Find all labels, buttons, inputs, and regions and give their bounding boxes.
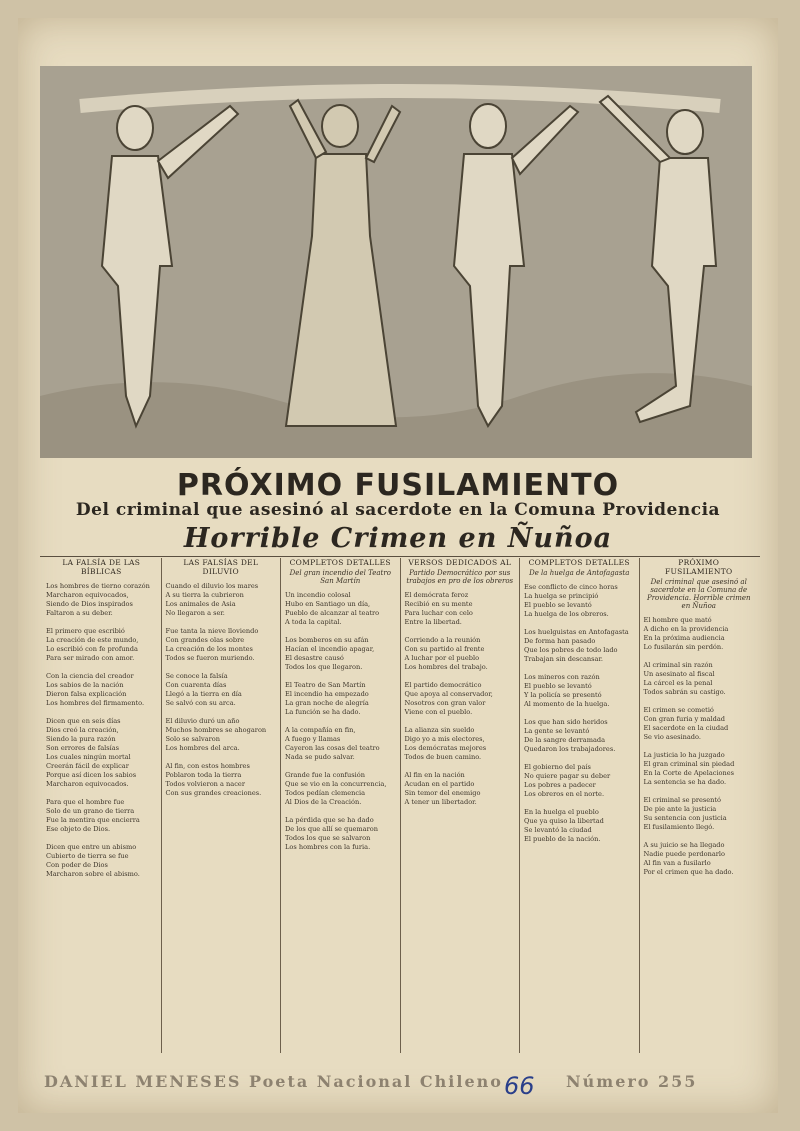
column-subheading: Partido Democrático por sus trabajos en pro de los obreros (406, 569, 514, 585)
headline-subtitle: Del criminal que asesinó al sacerdote en la Comuna Providencia (75, 500, 721, 520)
column-verses: Ese conflicto de cinco horas La huelga se principió El pueblo se levantó La huelga de los obreros. Los huelguistas en Antofagasta De forma han pasado Que los pobres de todo lado Trabajan sin descansar. Los mineros con razón El pueblo se levantó Y la policía se presentó Al momento de la huelga. Los que han sido heridos La gente se levantó De la sangre derramada Quedaron los trabajadores. El gobierno del país No quiere pagar su deber Los pobres a padecer Los obreros en el norte. En la huelga el pueblo Que ya quiso la libertad Se levantó la ciudad El pueblo de la nación. (524, 583, 629, 843)
printer-footer (18, 1068, 778, 1098)
column-subheading: Del criminal que asesinó al sacerdote en la Comuna de Providencia. Horrible crimen en Ñuñoa (646, 578, 751, 610)
woodcut-illustration (40, 66, 752, 458)
column-heading: COMPLETOS DETALLES (528, 558, 630, 567)
column-3 (281, 558, 401, 1053)
column-6 (640, 558, 759, 1053)
broadside-page (18, 18, 778, 1113)
column-verses: Cuando el diluvio los mares A su tierra la cubrieron Los animales de Asia No llegaron a ser. Fue tanta la nieve lloviendo Con grandes olas sobre La creación de los montes Todos se fueron muriendo. Se conoce la falsía Con cuarenta días Llegó a la tierra en día Se salvó con su arca. El diluvio duró un año Muchos hombres se ahogaron Solo se salvaron Los hombres del arca. Al fin, con estos hombres Poblaron toda la tierra Todos volvieron a nacer Con sus grandes creaciones. (165, 582, 267, 797)
column-heading: LA FALSÍA DE LAS BÍBLICAS (62, 558, 141, 576)
column-verses: El demócrata feroz Recibió en su mente Para luchar con celo Entre la libertad. Corriendo a la reunión Con su partido al frente A luchar por el pueblo Los hombres del trabajo. El partido democrático Que apoya al conservador, Nosotros con gran valor Viene con el pueblo. La alianza sin sueldo Digo yo a mis electores, Los demócratas mejores Todos de buen camino. Al fin en la nación Acudan en el partido Sin temor del enemigo A tener un libertador. (404, 591, 493, 806)
issue-number: Número 255 (566, 1072, 698, 1091)
column-verses: Los hombres de tierno corazón Marcharon equivocados, Siendo de Dios inspirados Faltaron a su deber. El primero que escribió La creación de este mundo, Lo escribió con fe profunda Para ser mirado con amor. Con la ciencia del creador Los sabios de la nación Dieron falsa explicación Los hombres del firmamento. Dicen que en seis días Dios creó la creación, Siendo la pura razón Son errores de falsías Los cuales ningún mortal Creerán fácil de explicar Porque así dicen los sabios Marcharon equivocados. Para que el hombre fue Solo de un grano de tierra Fue la mentira que encierra Ese objeto de Dios. Dicen que entre un abismo Cubierto de tierra se fue Con poder de Dios Marcharon sobre el abismo. (46, 582, 150, 878)
column-heading: COMPLETOS DETALLES (289, 558, 391, 567)
column-top-rule (40, 556, 760, 557)
handwritten-number: 66 (504, 1072, 535, 1100)
column-2 (162, 558, 282, 1053)
column-verses: El hombre que mató A dicho en la providencia En la próxima audiencia Lo fusilarán sin perdón. Al criminal sin razón Un asesinato al fiscal La cárcel es la penal Todos sabrán su castigo. El crimen se cometió Con gran furia y maldad El sacerdote en la ciudad Se vio asesinado. La justicia lo ha juzgado El gran criminal sin piedad En la Corte de Apelaciones La sentencia se ha dado. El criminal se presentó De pie ante la justicia Su sentencia con justicia El fusilamiento llegó. A su juicio se ha llegado Nadie puede perdonarlo Al fin van a fusilarlo Por el crimen que ha dado. (643, 616, 735, 876)
printer-name: DANIEL MENESES Poeta Nacional Chileno (44, 1072, 503, 1091)
column-heading: LAS FALSÍAS DEL DILUVIO (183, 558, 259, 576)
column-4 (401, 558, 521, 1053)
column-heading: VERSOS DEDICADOS AL (408, 558, 512, 567)
column-5 (520, 558, 640, 1053)
headline-crime: Horrible Crimen en Ñuñoa (183, 523, 613, 554)
column-heading: PRÓXIMO FUSILAMIENTO (665, 558, 733, 576)
column-subheading: Del gran incendio del Teatro San Martín (289, 569, 391, 585)
column-subheading: De la huelga de Antofagasta (529, 569, 630, 577)
column-verses: Un incendio colosal Hubo en Santiago un día, Pueblo de alcanzar al teatro A toda la capital. Los bomberos en su afán Hacían el incendio apagar, El desastre causó Todos los que llegaron. El Teatro de San Martín El incendio ha empezado La gran noche de alegría La función se ha dado. A la compañía en fin, A fuego y llamas Cayeron las cosas del teatro Nada se pudo salvar. Grande fue la confusión Que se vio en la concurrencia, Todos pedían clemencia Al Dios de la Creación. La pérdida que se ha dado De los que allí se quemaron Todos los que se salvaron Los hombres con la furia. (285, 591, 387, 851)
verse-columns (42, 558, 758, 1053)
headline-title: PRÓXIMO FUSILAMIENTO (176, 468, 620, 503)
column-1 (42, 558, 162, 1053)
